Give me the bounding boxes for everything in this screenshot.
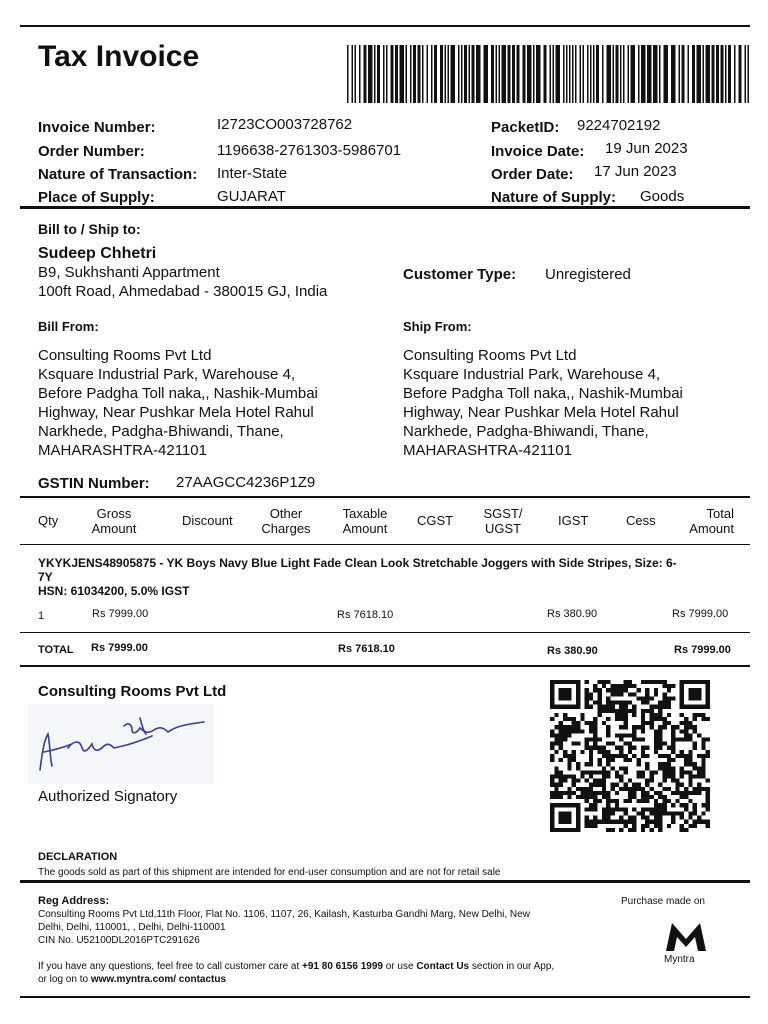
- top-rule: [20, 25, 750, 27]
- barcode: [347, 45, 750, 103]
- th-other: Other Charges: [261, 506, 311, 536]
- cin-number: CIN No. U52100DL2016PTC291626: [38, 935, 200, 946]
- bill-from-line: Consulting Rooms Pvt Ltd: [38, 347, 212, 364]
- place-supply: GUJARAT: [217, 188, 286, 205]
- contact-text: or log on to: [38, 974, 91, 985]
- purchase-made-on: Purchase made on: [621, 896, 705, 907]
- signature-image: [28, 704, 214, 784]
- qr-code: [550, 680, 710, 832]
- contact-line2: [38, 974, 226, 985]
- bill-from-line: Before Padgha Toll naka,, Nashik-Mumbai: [38, 385, 318, 402]
- gstin-label: GSTIN Number:: [38, 475, 150, 492]
- th-sgst: SGST/ UGST: [483, 506, 523, 536]
- footer-rule: [20, 880, 750, 883]
- bottom-rule: [20, 996, 750, 998]
- nature-transaction-label: Nature of Transaction:: [38, 166, 198, 183]
- myntra-logo-icon: [664, 921, 708, 953]
- th-cgst: CGST: [417, 513, 454, 528]
- order-number-label: Order Number:: [38, 143, 145, 160]
- ship-from-line: Highway, Near Pushkar Mela Hotel Rahul: [403, 404, 679, 421]
- order-date-label: Order Date:: [491, 166, 574, 183]
- bill-from-heading: Bill From:: [38, 319, 99, 334]
- bill-from-address: [38, 346, 318, 460]
- ship-from-line: MAHARASHTRA-421101: [403, 442, 572, 459]
- row-qty: 1: [38, 610, 45, 622]
- total-amount: Rs 7999.00: [674, 644, 731, 656]
- ship-from-line: Narkhede, Padgha-Bhiwandi, Thane,: [403, 423, 649, 440]
- table-bottom-rule: [20, 665, 750, 667]
- brand-name: Myntra: [664, 954, 695, 965]
- row-taxable: Rs 7618.10: [337, 609, 394, 621]
- item-description: YKYKJENS48905875 - YK Boys Navy Blue Light Fade Clean Look Stretchable Joggers with Side Stripes, Size: 6-: [38, 556, 677, 570]
- total-taxable: Rs 7618.10: [338, 643, 395, 655]
- th-cess: Cess: [626, 513, 656, 528]
- table-top-rule: [20, 496, 750, 498]
- bill-from-line: MAHARASHTRA-421101: [38, 442, 207, 459]
- invoice-number-label: Invoice Number:: [38, 119, 156, 136]
- customer-address-line1: B9, Sukhshanti Appartment: [38, 264, 220, 281]
- invoice-date-label: Invoice Date:: [491, 143, 585, 160]
- declaration-heading: DECLARATION: [38, 851, 118, 863]
- total-label: TOTAL: [38, 644, 74, 656]
- ship-from-line: Consulting Rooms Pvt Ltd: [403, 347, 577, 364]
- contact-text: section in our App,: [469, 961, 555, 972]
- bill-to-heading: Bill to / Ship to:: [38, 221, 141, 237]
- invoice-number: I2723CO003728762: [217, 116, 353, 133]
- gstin-value: 27AAGCC4236P1Z9: [176, 474, 316, 491]
- th-gross: Gross Amount: [91, 506, 137, 536]
- reg-address-label: Reg Address:: [38, 895, 110, 907]
- th-qty: Qty: [38, 513, 59, 528]
- contact-line1: [38, 961, 554, 972]
- item-description-cont: 7Y: [38, 570, 53, 584]
- bill-from-line: Narkhede, Padgha-Bhiwandi, Thane,: [38, 423, 284, 440]
- order-number: 1196638-2761303-5986701: [217, 142, 402, 159]
- customer-address-line2: 100ft Road, Ahmedabad - 380015 GJ, India: [38, 283, 328, 300]
- contact-phone[interactable]: +91 80 6156 1999: [302, 961, 383, 972]
- contact-url-link[interactable]: www.myntra.com/ contactus: [90, 974, 227, 985]
- th-total: Total Amount: [689, 506, 734, 536]
- ship-from-heading: Ship From:: [403, 319, 472, 334]
- divider: [20, 206, 750, 209]
- row-igst: Rs 380.90: [547, 608, 598, 620]
- nature-supply: Goods: [640, 188, 685, 205]
- total-igst: Rs 380.90: [547, 645, 598, 657]
- contact-text: If you have any questions, feel free to call customer care at: [38, 961, 303, 972]
- customer-name: Sudeep Chhetri: [38, 245, 157, 262]
- packet-id-label: PacketID:: [491, 119, 560, 136]
- row-total: Rs 7999.00: [672, 608, 729, 620]
- authorized-signatory: Authorized Signatory: [38, 788, 178, 805]
- ship-from-line: Ksquare Industrial Park, Warehouse 4,: [403, 366, 661, 383]
- nature-transaction: Inter-State: [217, 165, 288, 182]
- item-hsn: HSN: 61034200, 5.0% IGST: [38, 584, 190, 598]
- ship-from-address: [403, 346, 683, 460]
- th-taxable: Taxable Amount: [342, 506, 388, 536]
- bill-from-line: Ksquare Industrial Park, Warehouse 4,: [38, 366, 296, 383]
- contact-us-link[interactable]: Contact Us: [416, 961, 470, 972]
- total-gross: Rs 7999.00: [91, 642, 148, 654]
- reg-address-line1: Consulting Rooms Pvt Ltd,11th Floor, Flat No. 1106, 1107, 26, Kailash, Kasturba Gandhi Marg, New Delhi, New: [38, 909, 530, 920]
- nature-supply-label: Nature of Supply:: [491, 189, 617, 206]
- declaration-text: The goods sold as part of this shipment are intended for end-user consumption and are not for retail sale: [38, 867, 501, 878]
- page-title: Tax Invoice: [38, 40, 200, 73]
- table-row-rule: [20, 632, 750, 633]
- bill-from-line: Highway, Near Pushkar Mela Hotel Rahul: [38, 404, 314, 421]
- th-igst: IGST: [558, 513, 589, 528]
- row-gross: Rs 7999.00: [92, 608, 149, 620]
- th-discount: Discount: [182, 513, 233, 528]
- invoice-date: 19 Jun 2023: [605, 140, 688, 157]
- place-supply-label: Place of Supply:: [38, 189, 155, 206]
- signature-company: Consulting Rooms Pvt Ltd: [38, 683, 227, 700]
- contact-text: or use: [382, 961, 417, 972]
- reg-address-line2: Delhi, Delhi, 110001, , Delhi, Delhi-110001: [38, 922, 226, 933]
- customer-type: Unregistered: [545, 266, 631, 283]
- order-date: 17 Jun 2023: [594, 163, 677, 180]
- packet-id: 9224702192: [577, 117, 661, 134]
- table-header-rule: [20, 544, 750, 545]
- ship-from-line: Before Padgha Toll naka,, Nashik-Mumbai: [403, 385, 683, 402]
- customer-type-label: Customer Type:: [403, 266, 517, 283]
